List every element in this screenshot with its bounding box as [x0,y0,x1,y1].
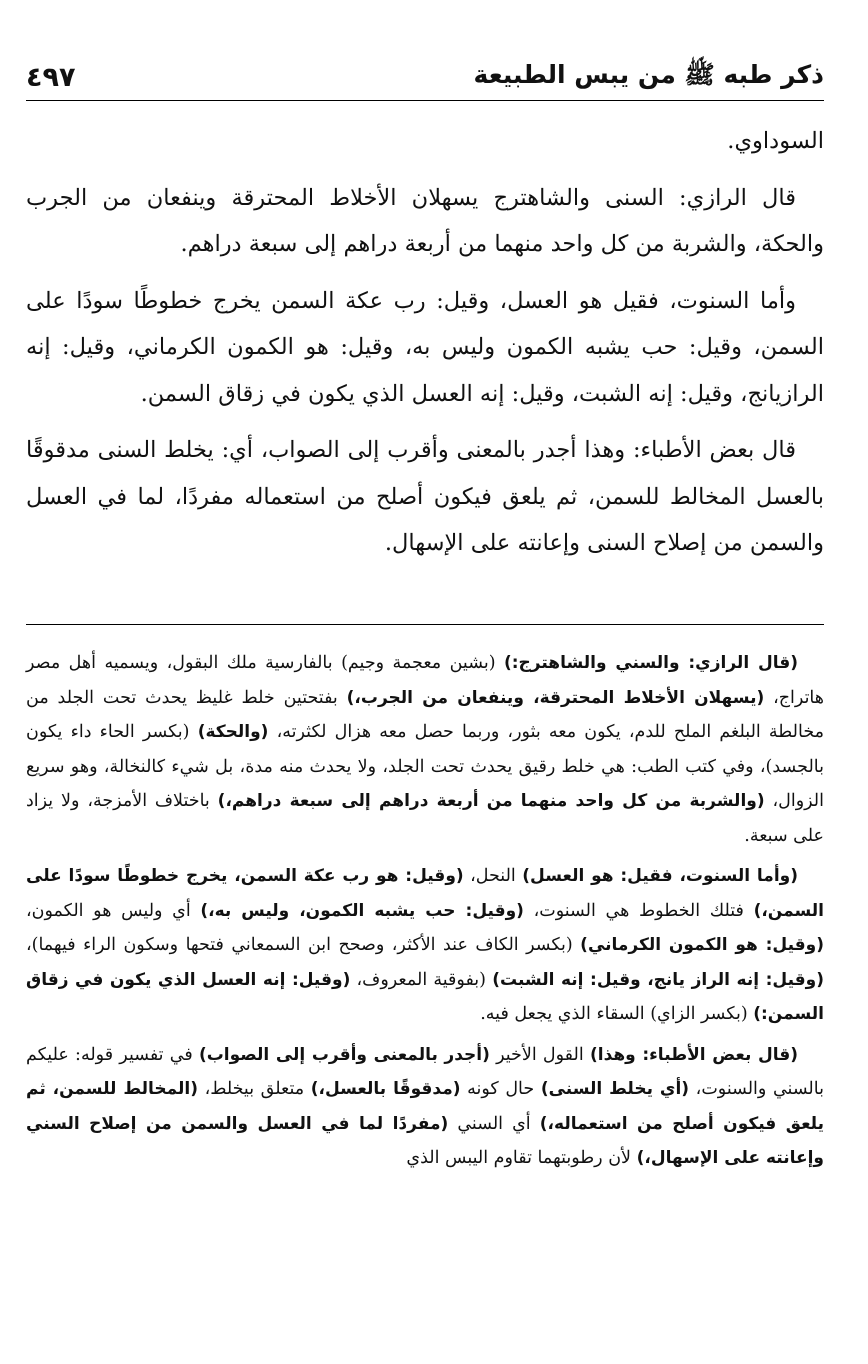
commentary-text: أي السني [448,1113,540,1134]
paragraph-0: السوداوي. [727,128,824,154]
commentary-text: النحل، [463,866,523,886]
commentary-text: حال كونه [460,1079,541,1099]
chapter-title: ذكر طبه ﷺ من يبس الطبيعة [473,59,824,89]
paragraph-3: قال بعض الأطباء: وهذا أجدر بالمعنى وأقرب إلى الصواب، أي: يخلط السنى مدقوقًا بالعسل المخالط للسمن، ثم يلعق فيكون أصلح من استعماله مفردًا، لما في العسل والسمن من إصلاح السنى وإعانته على الإسهال. [26,437,824,556]
quoted-text: (والشربة من كل واحد منهما من أربعة دراهم إلى سبعة دراهم،) [217,791,765,811]
paragraph-1: قال الرازي: السنى والشاهترج يسهلان الأخلاط المحترقة وينفعان من الجرب والحكة، والشربة من كل واحد منهما من أربعة دراهم إلى سبعة دراهم. [26,184,824,257]
quoted-text: (وقيل: إنه الراز يانج، وقيل: إنه الشبت) [492,969,824,990]
running-header [26,54,824,101]
quoted-text: (المخالط للسمن، ثم يلعق فيكون أصلح من استعماله،) [26,1079,825,1134]
quoted-text: (وقيل: هو رب عكة السمن، يخرج خطوطًا سودًا على السمن،) [26,866,824,921]
commentary-text: (بكسر الحاء داء يكون بالجسد)، وفي كتب الطب: هي خلط رقيق يحدث تحت الجلد، ولا يحدث منه مدة، بل شيء كالنخالة، وهو سريع الزوال، [26,722,824,811]
commentary-text: في تفسير قوله: عليكم بالسني والسنوت، [26,1044,824,1099]
commentary [26,646,824,1182]
commentary-paragraph-2 [26,859,824,1032]
commentary-paragraph-1 [26,646,824,853]
quoted-text: (مدقوقًا بالعسل،) [310,1079,461,1099]
quoted-text: (وأما السنوت، فقيل: هو العسل) [522,866,798,886]
quoted-text: (والحكة) [197,722,269,742]
quoted-text: (أجدر بالمعنى وأقرب إلى الصواب) [198,1044,490,1065]
commentary-text: متعلق بيخلط، [197,1079,311,1099]
main-text [26,118,824,577]
quoted-text: (وقيل: إنه العسل الذي يكون في زقاق السمن:) [26,969,824,1024]
paragraph-2: وأما السنوت، فقيل هو العسل، وقيل: رب عكة السمن يخرج خطوطًا سودًا على السمن، وقيل: حب يشبه الكمون وليس به، وقيل: هو الكمون الكرماني، وقيل: إنه الرازيانج، وقيل: إنه الشبت، وقيل: إنه العسل الذي يكون في زقاق السمن. [26,287,824,407]
commentary-text: (بكسر الزاي) السقاء الذي يجعل فيه. [480,1004,754,1024]
commentary-text: فتلك الخطوط هي السنوت، [523,900,754,921]
commentary-text: (بشين معجمة وجيم) بالفارسية ملك البقول، ويسميه أهل مصر هاتراج، [26,653,824,708]
quoted-text: (وقيل: هو الكمون الكرماني) [580,935,824,955]
quoted-text: (مفردًا لما في العسل والسمن من إصلاح السني وإعانته على الإسهال،) [26,1113,824,1168]
quoted-text: (وقيل: حب يشبه الكمون، وليس به،) [200,900,524,921]
commentary-text: باختلاف الأمزجة، ولا يزاد على سبعة. [26,791,824,846]
commentary-text: (بكسر الكاف عند الأكثر، وصحح ابن السمعاني فتحها وسكون الراء فيهما)، [26,935,581,955]
commentary-paragraph-3 [26,1038,824,1176]
commentary-text: (بفوقية المعروف، [350,969,493,990]
commentary-text: لأن رطوبتهما تقاوم اليبس الذي [406,1148,637,1168]
quoted-text: (أي يخلط السنى) [540,1079,690,1099]
commentary-text: القول الأخير [489,1044,590,1065]
quoted-text: (قال بعض الأطباء: وهذا) [589,1044,798,1065]
footnote-separator [26,624,824,625]
quoted-text: (قال الرازي: والسني والشاهترج:) [503,653,798,673]
commentary-text: أي وليس هو الكمون، [26,900,201,921]
quoted-text: (يسهلان الأخلاط المحترقة، وينفعان من الجرب،) [346,687,765,708]
page-number: ٤٩٧ [26,61,76,93]
commentary-text: بفتحتين خلط غليظ يحدث تحت الجلد من مخالطة البلغم الملح للدم، يكون معه بثور، وربما حصل معه هزال لكثرته، [26,687,824,742]
